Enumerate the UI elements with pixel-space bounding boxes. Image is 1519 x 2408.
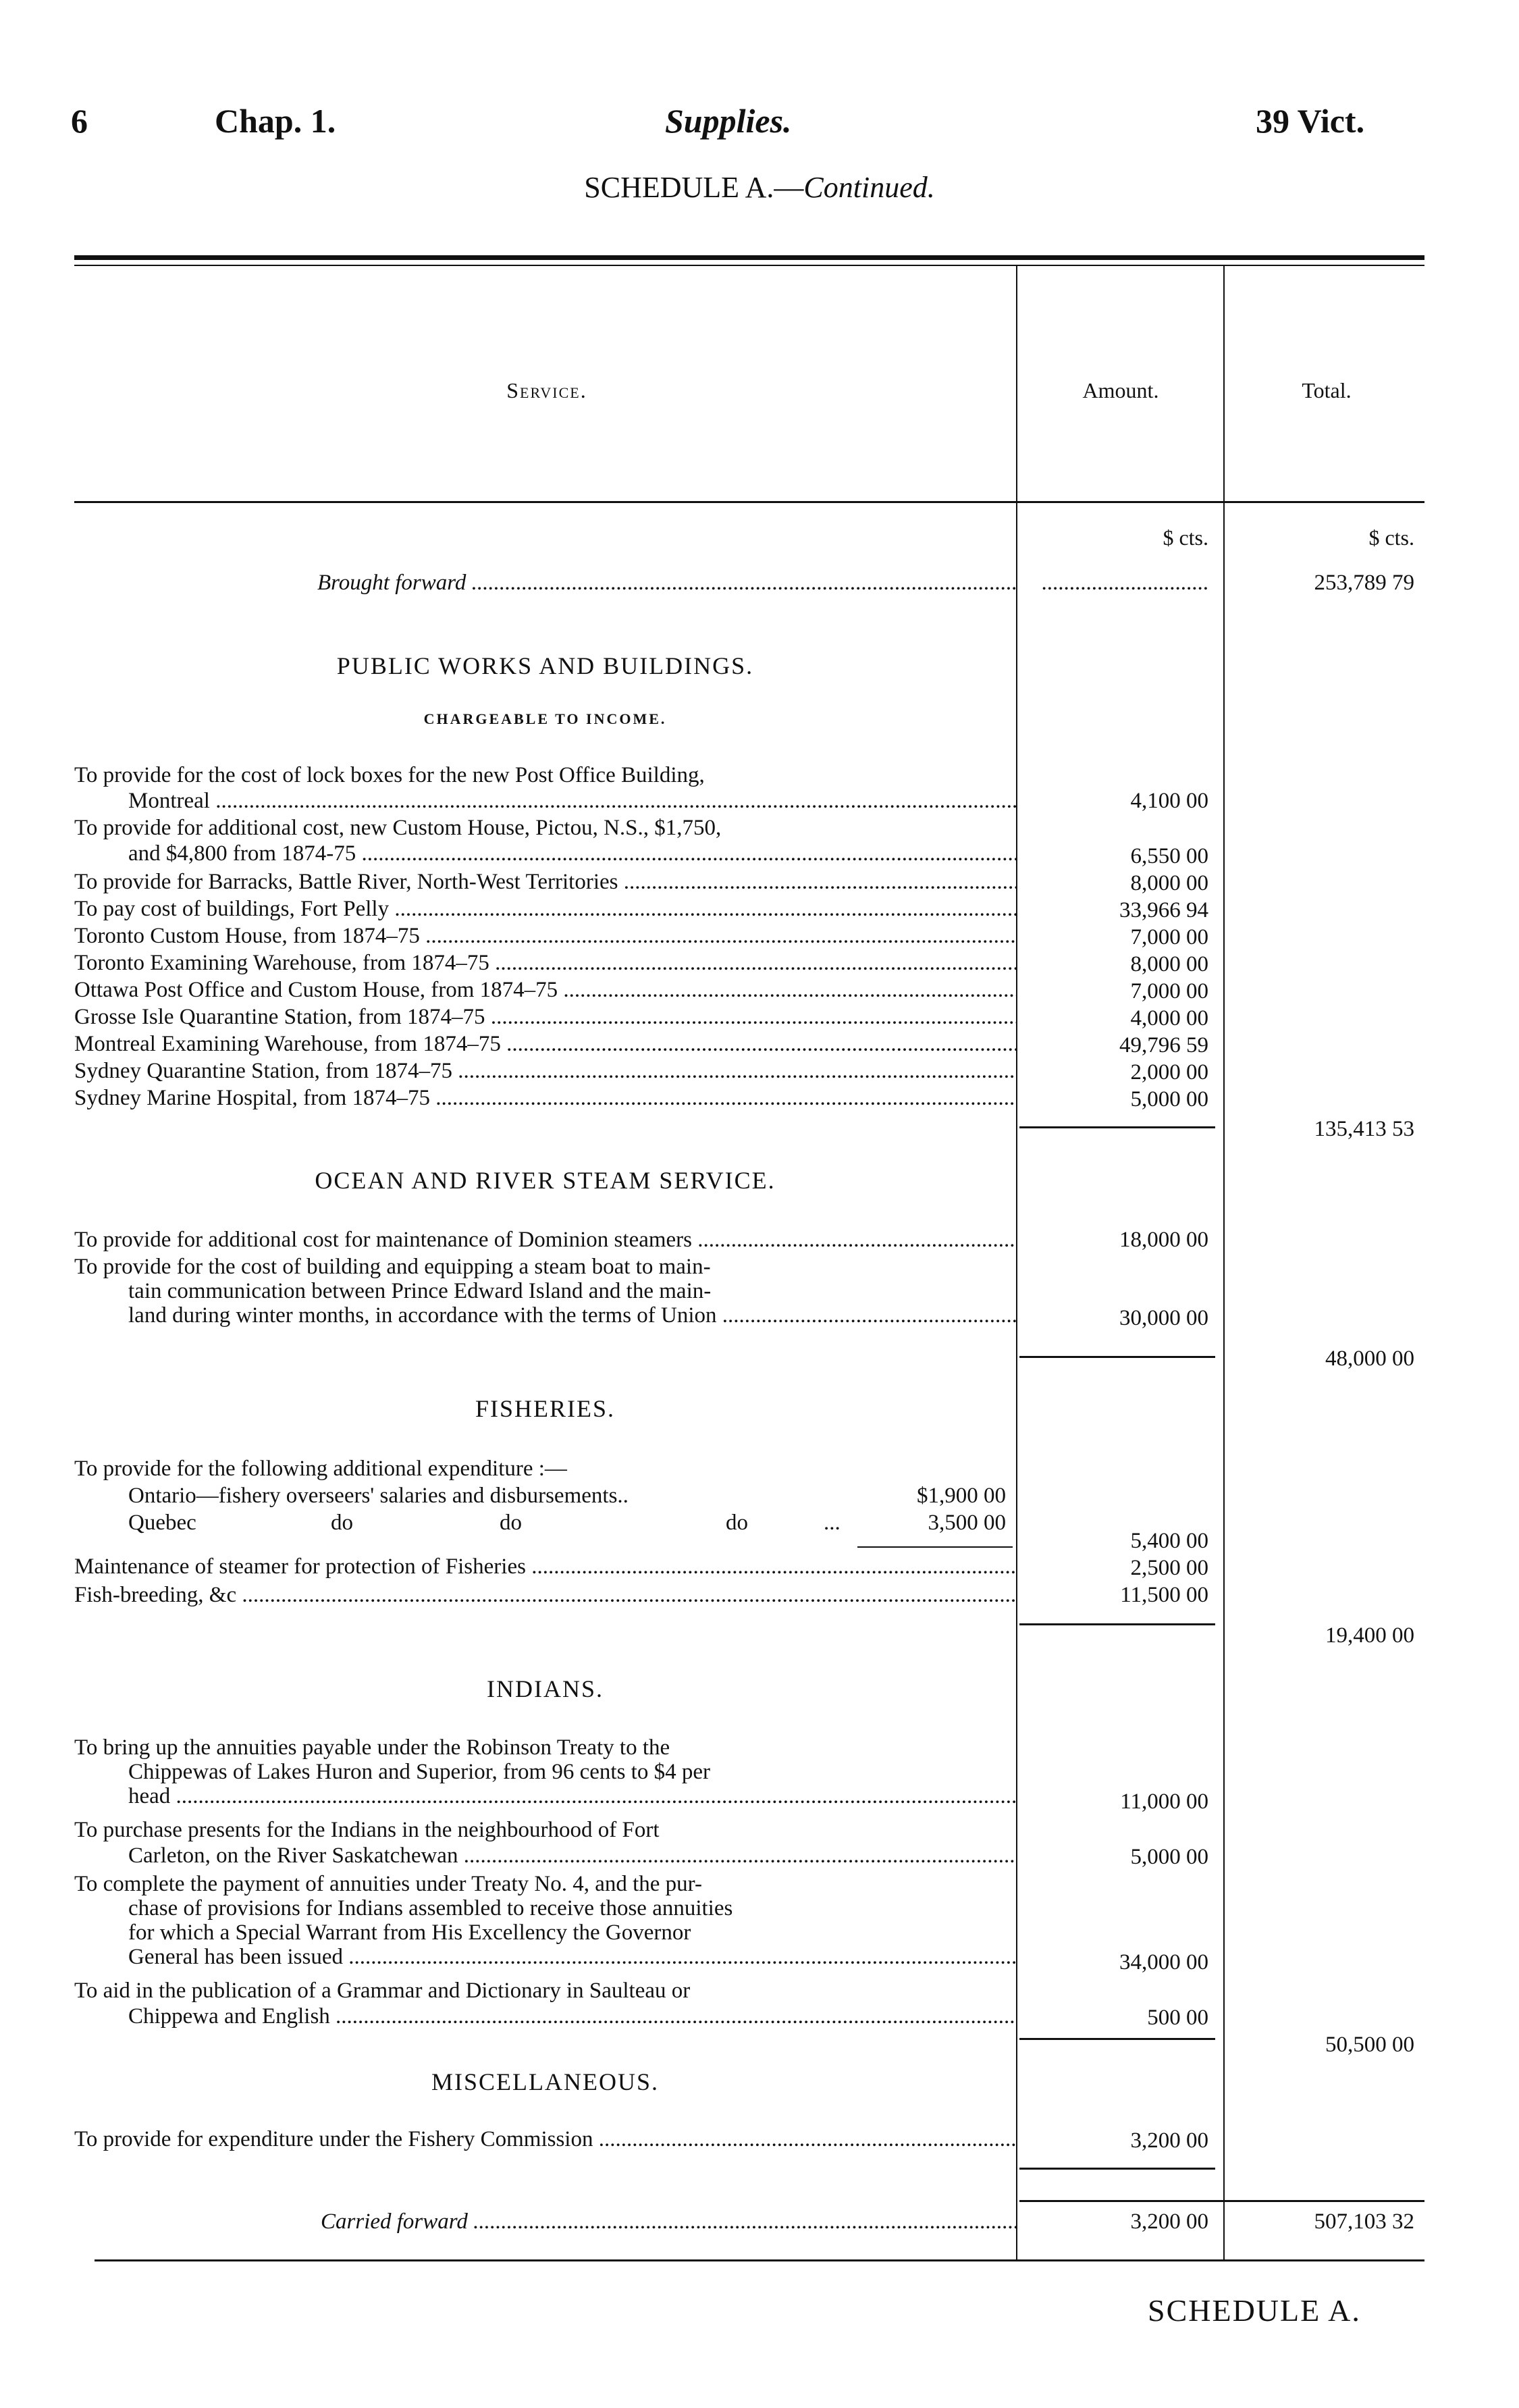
item-amount: 7,000 00 [1130, 979, 1208, 1003]
item-amount: 11,500 00 [1120, 1583, 1208, 1607]
item-amount: 18,000 00 [1119, 1228, 1208, 1252]
item-amount: 6,550 00 [1130, 844, 1208, 868]
item-amount: 3,200 00 [1130, 2128, 1208, 2153]
carried-forward-label: Carried forward ..... [321, 2208, 1016, 2235]
list-item-continued: head ..... [128, 1783, 1016, 1810]
fisheries-quebec-label: Quebec [128, 1511, 196, 1535]
fisheries-subtotal-amount: 5,400 00 [1130, 1529, 1208, 1553]
list-item: Sydney Marine Hospital, from 1874–75 ..... [74, 1084, 1016, 1111]
list-item-continued: General has been issued ..... [128, 1943, 1016, 1970]
fisheries-ontario-amount: $1,900 00 [917, 1484, 1006, 1508]
total-column-left-rule [1223, 266, 1225, 2259]
item-amount: 33,966 94 [1119, 898, 1208, 922]
amount-unit-label: $ cts. [1163, 525, 1208, 550]
list-item: To provide for expenditure under the Fishery Commission ..... [74, 2126, 1016, 2153]
schedule-title-main: SCHEDULE A.— [584, 171, 804, 204]
list-item: To pay cost of buildings, Fort Pelly ..... [74, 895, 1016, 922]
table-top-rule-thin [74, 265, 1424, 266]
list-item: Toronto Examining Warehouse, from 1874–75 ..... [74, 949, 1016, 976]
header-bottom-rule [74, 501, 1424, 503]
schedule-title [0, 170, 1519, 205]
list-item: To aid in the publication of a Grammar and Dictionary in Saulteau or [74, 1979, 691, 2003]
list-item: To provide for additional cost, new Custom House, Pictou, N.S., $1,750, [74, 816, 722, 840]
section-total: 50,500 00 [1325, 2033, 1414, 2057]
amount-column-left-rule [1016, 266, 1017, 2259]
item-amount: 8,000 00 [1130, 952, 1208, 976]
column-header-service: Service. [506, 378, 587, 402]
list-item: Fish-breeding, &c ..... [74, 1581, 1016, 1608]
item-amount: 30,000 00 [1119, 1306, 1208, 1330]
subtotal-rule [1019, 1623, 1215, 1625]
subtotal-rule [1019, 1356, 1215, 1358]
item-amount: 34,000 00 [1119, 1950, 1208, 1974]
list-item: Sydney Quarantine Station, from 1874–75 ..... [74, 1057, 1016, 1084]
regnal-year: 39 Vict. [1256, 102, 1365, 140]
catchword: SCHEDULE A. [1148, 2293, 1361, 2328]
list-item-continued: tain communication between Prince Edward Island and the main- [128, 1279, 712, 1303]
ditto-mark: do [500, 1511, 522, 1535]
list-item: To provide for Barracks, Battle River, North-West Territories ..... [74, 868, 1016, 895]
carried-forward-amount: 3,200 00 [1130, 2209, 1208, 2234]
item-amount: 2,000 00 [1130, 1060, 1208, 1084]
page-title: Supplies. [665, 102, 792, 140]
section-indians-heading: INDIANS. [487, 1675, 604, 1702]
list-item-continued: land during winter months, in accordance with the terms of Union ..... [128, 1302, 1016, 1329]
list-item-continued: Chippewas of Lakes Huron and Superior, from 96 cents to $4 per [128, 1760, 710, 1784]
brought-forward-amount-dots: .............................. [1041, 571, 1208, 595]
schedule-title-suffix: Continued. [803, 171, 935, 204]
table-bottom-rule [95, 2259, 1424, 2261]
item-amount: 500 00 [1147, 2006, 1208, 2030]
subtotal-rule [1019, 1126, 1215, 1128]
ditto-mark: do [726, 1511, 748, 1535]
total-unit-label: $ cts. [1368, 525, 1414, 550]
subtotal-rule [1019, 2038, 1215, 2040]
list-item: Ottawa Post Office and Custom House, from 1874–75 ..... [74, 976, 1016, 1003]
dots: ... [824, 1511, 841, 1535]
list-item-continued: Carleton, on the River Saskatchewan ..... [128, 1842, 1016, 1869]
list-item: To provide for additional cost for maintenance of Dominion steamers ..... [74, 1226, 1016, 1253]
item-amount: 49,796 59 [1119, 1033, 1208, 1057]
carried-forward-rule [1019, 2200, 1424, 2202]
list-item: Toronto Custom House, from 1874–75 ..... [74, 922, 1016, 949]
list-item: To provide for the following additional expenditure :— [74, 1457, 567, 1481]
fisheries-quebec-amount: 3,500 00 [928, 1511, 1006, 1535]
section-total: 19,400 00 [1325, 1623, 1414, 1648]
item-amount: 5,000 00 [1130, 1087, 1208, 1111]
item-amount: 8,000 00 [1130, 871, 1208, 895]
item-amount: 5,000 00 [1130, 1845, 1208, 1869]
item-amount: 11,000 00 [1120, 1789, 1208, 1814]
item-amount: 4,000 00 [1130, 1006, 1208, 1030]
section-ocean-river-heading: OCEAN AND RIVER STEAM SERVICE. [315, 1167, 776, 1194]
chapter-label: Chap. 1. [215, 102, 336, 140]
list-item-continued: Chippewa and English ..... [128, 2003, 1016, 2030]
item-amount: 2,500 00 [1130, 1556, 1208, 1580]
list-item: To purchase presents for the Indians in the neighbourhood of Fort [74, 1818, 660, 1842]
brought-forward-label: Brought forward ..... [317, 569, 1016, 596]
list-item: To complete the payment of annuities under Treaty No. 4, and the pur- [74, 1872, 702, 1896]
page-number: 6 [71, 102, 88, 140]
item-amount: 4,100 00 [1130, 789, 1208, 813]
carried-forward-total: 507,103 32 [1314, 2209, 1414, 2234]
list-item-continued: and $4,800 from 1874-75 ..... [128, 840, 1016, 867]
list-item: To provide for the cost of building and equipping a steam boat to main- [74, 1255, 711, 1279]
list-item-continued: Montreal ..... [128, 787, 1016, 814]
table-top-rule-thick [74, 255, 1424, 260]
fisheries-ontario-line: Ontario—fishery overseers' salaries and disbursements.. [128, 1484, 629, 1508]
section-total: 48,000 00 [1325, 1346, 1414, 1371]
item-amount: 7,000 00 [1130, 925, 1208, 949]
sub-list-rule [857, 1546, 1013, 1548]
section-miscellaneous-heading: MISCELLANEOUS. [431, 2068, 659, 2095]
list-item-continued: chase of provisions for Indians assembled to receive those annuities [128, 1896, 733, 1920]
list-item: To provide for the cost of lock boxes for the new Post Office Building, [74, 763, 705, 787]
list-item-continued: for which a Special Warrant from His Excellency the Governor [128, 1920, 691, 1945]
brought-forward-total: 253,789 79 [1314, 571, 1414, 595]
amount-rule [1019, 2168, 1215, 2170]
column-header-total: Total. [1302, 378, 1352, 402]
section-public-works-subheading: CHARGEABLE TO INCOME. [423, 710, 667, 727]
section-total: 135,413 53 [1314, 1117, 1414, 1141]
ditto-mark: do [331, 1511, 353, 1535]
section-public-works-heading: PUBLIC WORKS AND BUILDINGS. [336, 652, 754, 679]
list-item: Montreal Examining Warehouse, from 1874–75 ..... [74, 1030, 1016, 1057]
section-fisheries-heading: FISHERIES. [475, 1395, 616, 1422]
list-item: Maintenance of steamer for protection of Fisheries ..... [74, 1553, 1016, 1580]
list-item: To bring up the annuities payable under the Robinson Treaty to the [74, 1735, 670, 1760]
column-header-amount: Amount. [1082, 378, 1159, 402]
list-item: Grosse Isle Quarantine Station, from 1874–75 ..... [74, 1003, 1016, 1030]
